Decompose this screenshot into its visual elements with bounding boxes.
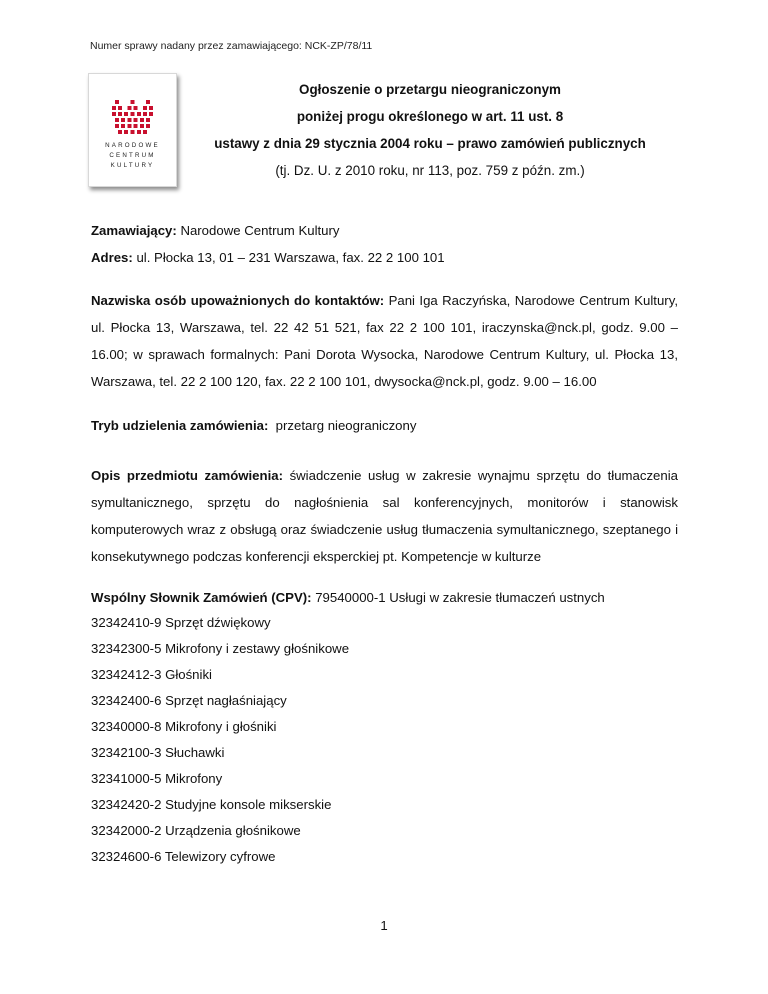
address-label: Adres: [91, 250, 133, 265]
cpv-code-item: 32341000-5 Mikrofony [91, 771, 223, 786]
title-block [210, 80, 650, 188]
subject-label: Opis przedmiotu zamówienia: [91, 468, 283, 483]
logo-text-line2: CENTRUM [109, 152, 156, 159]
procedure-section [91, 412, 678, 439]
cpv-code-item: 32342410-9 Sprzęt dźwiękowy [91, 615, 271, 630]
cpv-code-item: 32342420-2 Studyjne konsole mikserskie [91, 797, 332, 812]
ordering-party-label: Zamawiający: [91, 223, 177, 238]
ordering-party-section [91, 217, 678, 271]
address [91, 244, 678, 271]
procedure-label: Tryb udzielenia zamówienia: [91, 418, 269, 433]
contacts-label: Nazwiska osób upoważnionych do kontaktów: [91, 293, 385, 308]
subject-value: świadczenie usług w zakresie wynajmu sprzętu do tłumaczenia symultanicznego, sprzętu do nagłośnienia sal konferencyjnych, monitorów i stanowisk komputerowych wraz z obsługą oraz świadczenie usług tłumaczenia symultanicznego, szeptanego i konsekutywnego podczas konferencji eksperckiej pt. Kompetencje w kulturze [91, 468, 678, 564]
logo-text-line1: NARODOWE [105, 142, 160, 149]
cpv-main [91, 584, 678, 611]
contacts-section [91, 287, 678, 395]
cpv-code-item: 32342400-6 Sprzęt nagłaśniający [91, 693, 287, 708]
logo-text-line3: KULTURY [110, 162, 155, 169]
contacts [91, 287, 678, 395]
cpv-label: Wspólny Słownik Zamówień (CPV): [91, 590, 312, 605]
cpv-code-item: 32324600-6 Telewizory cyfrowe [91, 849, 276, 864]
page-number: 1 [380, 918, 388, 933]
address-value: ul. Płocka 13, 01 – 231 Warszawa, fax. 22 2 100 101 [136, 250, 445, 265]
procedure [91, 412, 678, 439]
ordering-party [91, 217, 678, 244]
ordering-party-value: Narodowe Centrum Kultury [180, 223, 340, 238]
title-line-3: ustawy z dnia 29 stycznia 2004 roku – prawo zamówień publicznych [214, 136, 646, 151]
title-line-1: Ogłoszenie o przetargu nieograniczonym [299, 82, 561, 97]
cpv-code-list [91, 610, 349, 870]
procedure-value: przetarg nieograniczony [275, 418, 417, 433]
title-line-2: poniżej progu określonego w art. 11 ust. 8 [296, 109, 564, 124]
nck-logo [88, 73, 177, 187]
cpv-code-item: 32342300-5 Mikrofony i zestawy głośnikowe [91, 641, 350, 656]
contacts-value: Pani Iga Raczyńska, Narodowe Centrum Kultury, ul. Płocka 13, Warszawa, tel. 22 42 51 521, fax 22 2 100 101, iraczynska@nck.pl, godz. 9.00 – 16.00; w sprawach formalnych: Pani Dorota Wysocka, Narodowe Centrum Kultury, ul. Płocka 13, Warszawa, tel. 22 2 100 120, fax. 22 2 100 101, dwysocka@nck.pl, godz. 9.00 – 16.00 [91, 293, 678, 389]
cpv-code-item: 32342000-2 Urządzenia głośnikowe [91, 823, 301, 838]
cpv-code-item: 32342412-3 Głośniki [91, 667, 212, 682]
subject-section [91, 462, 678, 570]
title-line-4: (tj. Dz. U. z 2010 roku, nr 113, poz. 759 z późn. zm.) [275, 163, 585, 178]
case-number-header: Numer sprawy nadany przez zamawiającego: NCK-ZP/78/11 [90, 40, 373, 52]
subject [91, 462, 678, 570]
cpv-code-item: 32340000-8 Mikrofony i głośniki [91, 719, 277, 734]
crown-logo-icon [89, 74, 176, 186]
cpv-section [91, 584, 678, 611]
cpv-main-value: 79540000-1 Usługi w zakresie tłumaczeń ustnych [315, 590, 605, 605]
cpv-code-item: 32342100-3 Słuchawki [91, 745, 225, 760]
